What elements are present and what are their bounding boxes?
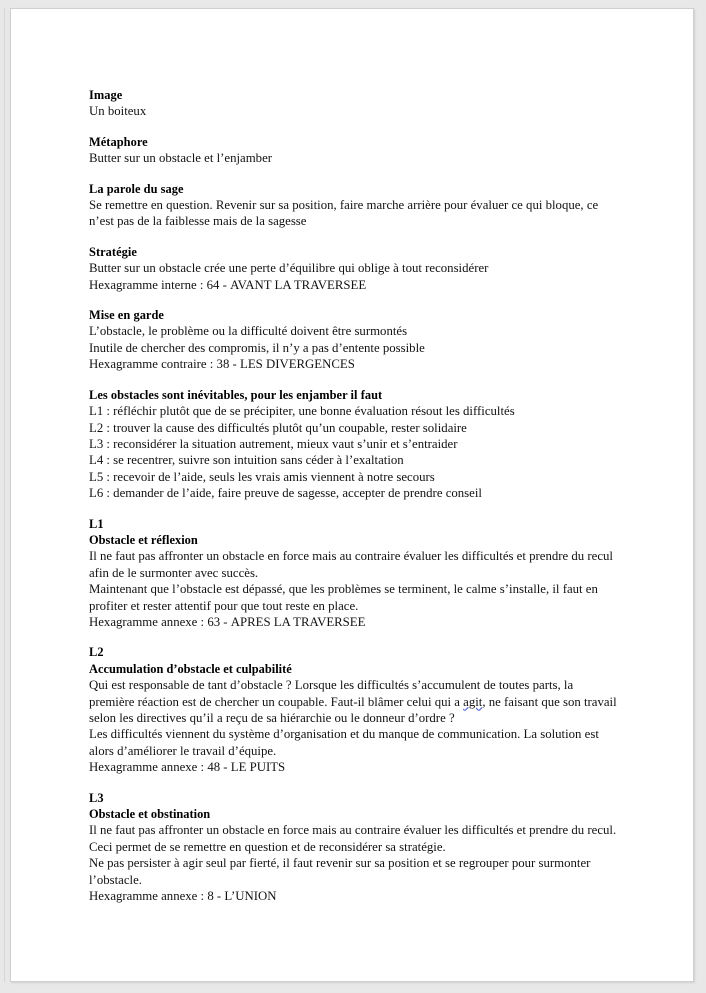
line-title: Obstacle et réflexion	[89, 532, 198, 547]
hexagram-label: Hexagramme contraire : 38 -	[89, 357, 241, 372]
hexagram-label: Hexagramme annexe : 8 -	[89, 889, 225, 904]
section-heading: Mise en garde	[89, 308, 164, 323]
hexagram-label: Hexagramme interne : 64 -	[89, 277, 231, 292]
list-item: L1 : réfléchir plutôt que de se précipiter, une bonne évaluation résout les difficultés	[89, 404, 515, 419]
hexagram-reference	[89, 759, 617, 775]
section-parole-du-sage	[89, 181, 617, 230]
line-paragraph: Les difficultés viennent du système d’organisation et du manque de communication. La solution est alors d’améliorer le travail d’équipe.	[89, 727, 599, 758]
line-label: L3	[89, 790, 104, 805]
hexagram-reference	[89, 888, 617, 904]
section-l1	[89, 516, 617, 631]
section-line: L’obstacle, le problème ou la difficulté doivent être surmontés	[89, 324, 408, 339]
page-sheet	[10, 8, 694, 982]
section-line: Un boiteux	[89, 104, 147, 119]
hexagram-label: Hexagramme annexe : 48 -	[89, 760, 231, 775]
section-mise-en-garde	[89, 307, 617, 373]
section-image	[89, 87, 617, 120]
line-label: L2	[89, 645, 104, 660]
left-gutter-rule	[4, 8, 5, 982]
line-paragraph: Il ne faut pas affronter un obstacle en force mais au contraire évaluer les difficultés et prendre du recul. Ceci permet de se remettre en question et de reconsidérer sa stratégie.	[89, 823, 617, 854]
hexagram-label: Hexagramme annexe : 63 -	[89, 614, 231, 629]
line-paragraph: Il ne faut pas affronter un obstacle en force mais au contraire évaluer les difficultés et prendre du recul afin de le surmonter avec succès.	[89, 549, 613, 580]
document-body	[89, 87, 617, 904]
line-paragraph: Ne pas persister à agir seul par fierté, il faut revenir sur sa position et se regrouper pour surmonter l’obstacle.	[89, 856, 591, 887]
paragraph-text-after-flag: , ne faisant que son travail selon les directives qu’il a reçu de sa hiérarchie ou le donneur d’ordre ?	[89, 694, 617, 725]
line-title: Accumulation d’obstacle et culpabilité	[89, 661, 292, 676]
list-item: L5 : recevoir de l’aide, seuls les vrais amis viennent à notre secours	[89, 469, 435, 484]
section-heading: Image	[89, 88, 123, 102]
section-metaphore	[89, 134, 617, 167]
section-line: Butter sur un obstacle et l’enjamber	[89, 151, 273, 166]
hexagram-name: LE PUITS	[230, 760, 286, 775]
section-paragraph: Se remettre en question. Revenir sur sa position, faire marche arrière pour évaluer ce qui bloque, ce n’est pas de la faiblesse mais de la sagesse	[89, 198, 599, 229]
list-item: L6 : demander de l’aide, faire preuve de sagesse, accepter de prendre conseil	[89, 486, 482, 501]
hexagram-reference	[89, 614, 617, 630]
hexagram-reference	[89, 356, 617, 372]
section-strategie	[89, 244, 617, 293]
section-paragraph: Butter sur un obstacle crée une perte d’équilibre qui oblige à tout reconsidérer	[89, 261, 489, 276]
section-heading: Métaphore	[89, 134, 148, 149]
paragraph-text-before-flag: Qui est responsable de tant d’obstacle ? Lorsque les difficultés s’accumulent de toutes parts, la première réaction est de chercher un coupable. Faut-il blâmer celui qui a	[89, 678, 574, 709]
grammar-flagged-word[interactable]: agit	[463, 694, 483, 709]
section-l3	[89, 790, 617, 905]
hexagram-name: APRES LA TRAVERSEE	[230, 614, 366, 629]
list-item: L2 : trouver la cause des difficultés plutôt qu’un coupable, rester solidaire	[89, 420, 467, 435]
line-paragraph-with-grammar-flag	[89, 677, 617, 726]
hexagram-name: L’UNION	[224, 889, 277, 904]
list-item: L4 : se recentrer, suivre son intuition sans céder à l’exaltation	[89, 453, 404, 468]
hexagram-reference	[89, 277, 617, 293]
section-heading: Stratégie	[89, 244, 137, 259]
section-obstacles-list	[89, 387, 617, 502]
line-paragraph: Maintenant que l’obstacle est dépassé, que les problèmes se terminent, le calme s’installe, il faut en profiter et rester attentif pour que tout reste en place.	[89, 582, 598, 613]
section-heading: La parole du sage	[89, 181, 184, 196]
section-line: Inutile de chercher des compromis, il n’y a pas d’entente possible	[89, 340, 425, 355]
section-heading: Les obstacles sont inévitables, pour les enjamber il faut	[89, 387, 383, 402]
line-label: L1	[89, 516, 104, 531]
hexagram-name: LES DIVERGENCES	[240, 357, 355, 372]
line-title: Obstacle et obstination	[89, 807, 211, 822]
hexagram-name: AVANT LA TRAVERSEE	[230, 277, 367, 292]
list-item: L3 : reconsidérer la situation autrement, mieux vaut s’unir et s’entraider	[89, 436, 458, 451]
section-l2	[89, 644, 617, 775]
